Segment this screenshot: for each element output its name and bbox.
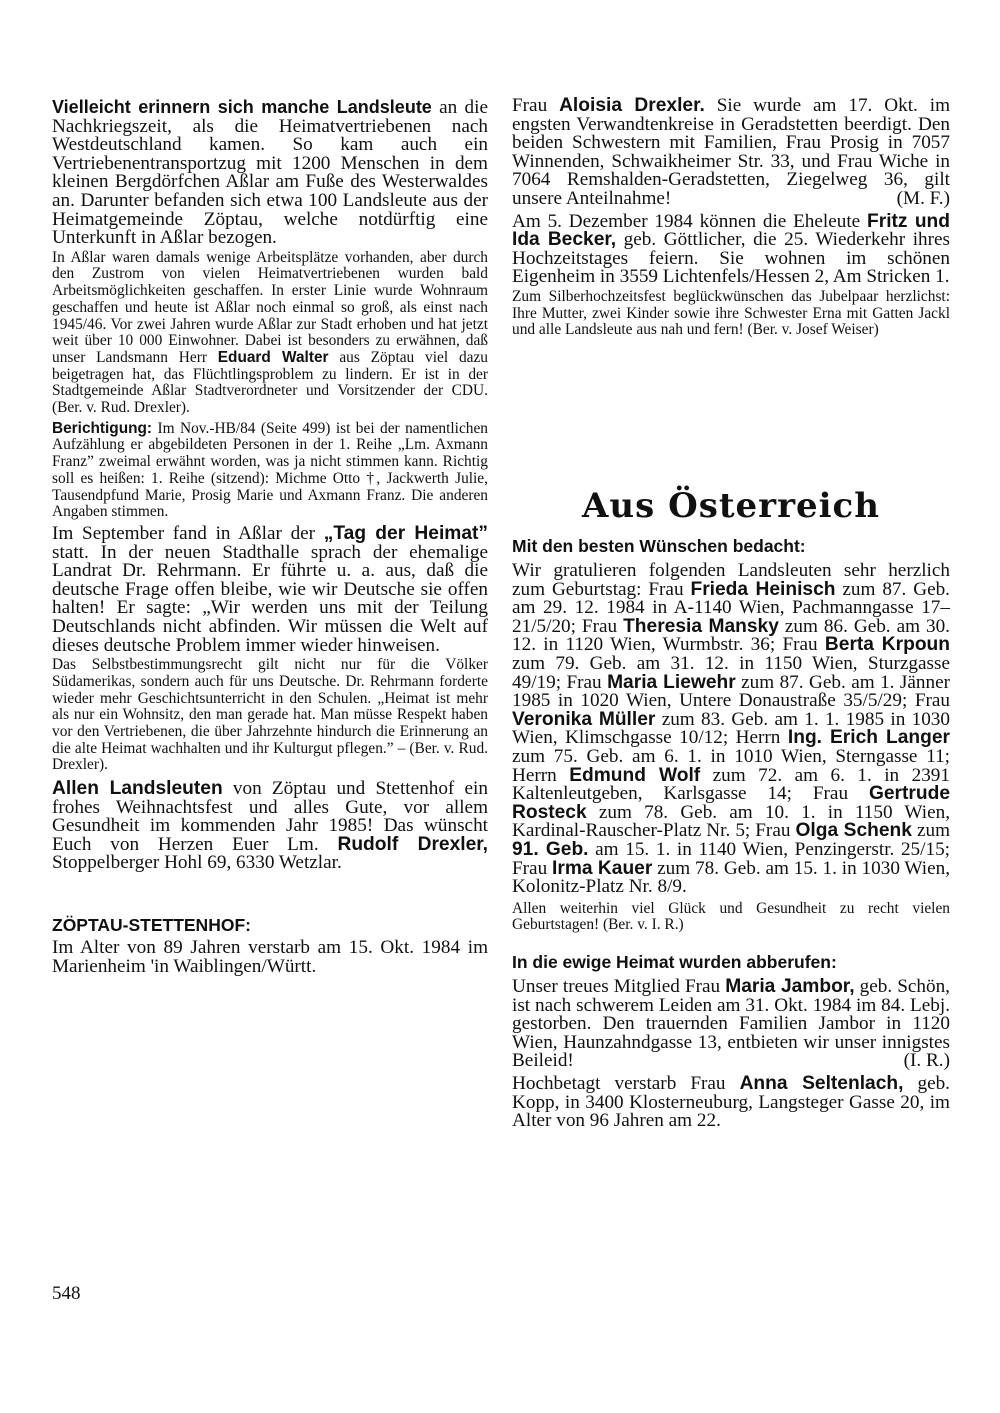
anniversary-congrats: Zum Silberhochzeitsfest beglückwünschen das Jubelpaar herzlichst: Ihre Mutter, zwei Kinder sowie ihre Schwester Erna mit Gatten Jackl und alle Landsleute aus nah und fern! (Ber. v. Josef Weiser)	[512, 287, 950, 339]
birthday-age: 91. Geb.	[512, 838, 589, 860]
section-title-aus-oesterreich: Aus Österreich	[582, 486, 880, 526]
obituary-drexler: Frau Aloisia Drexler. Sie wurde am 17. Okt. im engsten Verwandtenkreise in Geradstetten beerdigt. Den beiden Schwestern mit Familien, Frau Prosig in 7057 Winnenden, Schwaikheimer Str. 33, und Frau Wiche in 7064 Remshalden-Geradstetten, Ziegelweg 36, gilt unsere Anteilnahme! (M. F.)	[512, 95, 950, 209]
obituary-jambor: Unser treues Mitglied Frau Maria Jambor, geb. Schön, ist nach schwerem Leiden am 31. Okt. 1984 im 84. Lebj. gestorben. Den trauernden Familien Jambor in 1120 Wien, Haunzahndgasse 13, entbieten wir unser innigstes Beileid! (I. R.)	[512, 976, 950, 1072]
article-asslar-intro: Vielleicht erinnern sich manche Landsleute an die Nachkriegszeit, als die Heimatvertriebenen nach Westdeutschland kamen. So kam auch ein Vertriebenentransportzug mit 1200 Menschen in dem kleinen Bergdörfchen Aßlar am Fuße des Westerwaldes an. Darunter befanden sich etwa 100 Landsleute aus der Heimatgemeinde Zöptau, welche notdürftig eine Unterkunft in Aßlar bezogen.	[52, 97, 488, 249]
person-name: Ing. Erich Langer	[787, 727, 950, 749]
person-name: Edmund Wolf	[569, 764, 701, 786]
page-number: 548	[52, 1283, 81, 1304]
lead-phrase: Vielleicht erinnern sich manche Landsleute	[52, 97, 432, 117]
person-name: Eduard Walter	[217, 348, 329, 366]
section-heading-deaths: In die ewige Heimat wurden abberufen:	[512, 952, 837, 973]
article-asslar-city: In Aßlar waren damals wenige Arbeitsplätze vorhanden, aber durch den Zustrom von vielen Heimatvertriebenen wurden bald Arbeitsmöglichkeiten geschaffen. In erster Linie wurde Wohnraum geschaffen und heute ist Aßlar noch einmal so groß, als einst nach 1945/46. Vor zwei Jahren wurde Aßlar zur Stadt erhoben und hat jetzt weit über 10 000 Einwohner. Dabei ist besonders zu erwähnen, daß unser Landsmann Herr Eduard Walter aus Zöptau viel dazu beigetragen hat, das Flüchtlingsproblem zu lindern. Er ist in der Stadtgemeinde Aßlar Stadtverordneter und Vorsitzender der CDU. (Ber. v. Rud. Drexler).	[52, 248, 488, 417]
person-name: Rudolf Drexler,	[337, 833, 488, 855]
obituary-start: Im Alter von 89 Jahren verstarb am 15. Okt. 1984 im Marienheim 'in Waiblingen/Württ.	[52, 937, 488, 977]
person-name: Maria Jambor,	[725, 976, 855, 998]
christmas-greeting: Allen Landsleuten von Zöptau und Stettenhof ein frohes Weihnachtsfest und alles Gute, vor allem Gesundheit im kommenden Jahr 1985! Das wünscht Euch von Herzen Euer Lm. Rudolf Drexler, Stoppelberger Hohl 69, 6330 Wetzlar.	[52, 778, 488, 874]
person-name: Anna Seltenlach,	[739, 1073, 904, 1095]
anniversary-becker: Am 5. Dezember 1984 können die Eheleute Fritz und Ida Becker, geb. Göttlicher, die 25. Wiederkehr ihres Hochzeitstages feiern. Sie wohnen im schönen Eigenheim in 3559 Lichtenfels/Hessen 2, Am Stricken 1.	[512, 210, 950, 288]
obituary-seltenlach: Hochbetagt verstarb Frau Anna Seltenlach, geb. Kopp, in 3400 Klosterneuburg, Langsteger Gasse 20, im Alter von 96 Jahren am 22.	[512, 1073, 950, 1132]
person-name: Irma Kauer	[552, 857, 653, 879]
person-name: Gertrude Rosteck	[512, 783, 950, 823]
right-column	[512, 97, 950, 339]
person-names: Fritz und Ida Becker,	[512, 210, 950, 251]
person-name: Berta Krpoun	[824, 634, 951, 656]
person-name: Maria Liewehr	[607, 671, 736, 693]
article-tag-der-heimat: Im September fand in Aßlar der „Tag der Heimat” statt. In der neuen Stadthalle sprach der ehemalige Landrat Dr. Rehrmann. Er führte u. a. aus, daß die deutsche Frage offen bleibe, wie wir Deutsche sie offen halten! Er sagte: „Wir werden uns mit der Teilung Deutschlands nicht abfinden. Wir müssen die Welt auf dieses deutsche Problem immer wieder hinweisen.	[52, 523, 488, 656]
left-column	[52, 97, 488, 976]
event-name: „Tag der Heimat”	[323, 523, 488, 544]
person-name: Olga Schenk	[795, 820, 912, 842]
person-name: Veronika Müller	[512, 708, 656, 730]
author-initials: (I. R.)	[903, 1050, 950, 1072]
section-heading-birthdays: Mit den besten Wünschen bedacht:	[512, 536, 806, 556]
person-name: Aloisia Drexler.	[559, 95, 705, 116]
birthday-list: Wir gratulieren folgenden Landsleuten sehr herzlich zum Geburtstag: Frau Frieda Heinisch zum 87. Geb. am 29. 12. 1984 in A-1140 Wien, Pachmanngasse 17–21/5/20; Frau Theresia Mansky zum 86. Geb. am 30. 12. in 1120 Wien, Wurmbstr. 36; Frau Berta Krpoun zum 79. Geb. am 31. 12. in 1150 Wien, Sturzgasse 49/19; Frau Maria Liewehr zum 87. Geb. am 1. Jänner 1985 in 1020 Wien, Untere Donaustraße 35/5/29; Frau Veronika Müller zum 83. Geb. am 1. 1. 1985 in 1030 Wien, Klimschgasse 10/12; Herrn Ing. Erich Langer zum 75. Geb. am 6. 1. in 1010 Wien, Sterngasse 11; Herrn Edmund Wolf zum 72. am 6. 1. in 2391 Kaltenleutgeben, Karlsgasse 14; Frau Gertrude Rosteck zum 78. Geb. am 10. 1. in 1150 Wien, Kardinal-Rauscher-Platz Nr. 5; Frau Olga Schenk zum 91. Geb. am 15. 1. in 1140 Wien, Penzingerstr. 25/15; Frau Irma Kauer zum 78. Geb. am 15. 1. in 1030 Wien, Kolonitz-Platz Nr. 8/9.	[512, 560, 951, 898]
article-selbstbestimmung: Das Selbstbestimmungsrecht gilt nicht nur für die Völker Südamerikas, sondern auch für uns Deutsche. Dr. Rehrmann forderte wieder mehr Geschichtsunterricht in den Schulen. „Heimat ist mehr als nur ein Wohnsitz, den man gerade hat. Man müsse Respekt haben vor den Vertriebenen, die über Jahrzehnte hindurch die Erinnerung an die alte Heimat wachhalten und ihr Kulturgut pflegen.” – (Ber. v. Rud. Drexler).	[52, 656, 488, 774]
birthday-closing: Allen weiterhin viel Glück und Gesundheit zu recht vielen Geburtstagen! (Ber. v. I. R.)	[512, 899, 950, 934]
right-column-lower	[512, 536, 950, 1131]
person-name: Frieda Heinisch	[690, 578, 836, 600]
section-heading-zoeptau: ZÖPTAU-STETTENHOF:	[52, 915, 251, 936]
lead-phrase: Allen Landsleuten	[52, 778, 223, 800]
person-name: Theresia Mansky	[623, 615, 779, 637]
correction-label: Berichtigung:	[52, 419, 153, 437]
correction-note: Berichtigung: Im Nov.-HB/84 (Seite 499) ist bei der namentlichen Aufzählung er abgebildeten Personen in der 1. Reihe „Lm. Axmann Franz” zweimal erwähnt worden, was ja nicht stimmen kann. Richtig soll es heißen: 1. Reihe (sitzend): Michme Otto †, Jackwerth Julie, Tausendpfund Marie, Prosig Marie und Axmann Franz. Die anderen Angaben stimmen.	[52, 419, 488, 521]
author-initials: (M. F.)	[896, 187, 950, 209]
